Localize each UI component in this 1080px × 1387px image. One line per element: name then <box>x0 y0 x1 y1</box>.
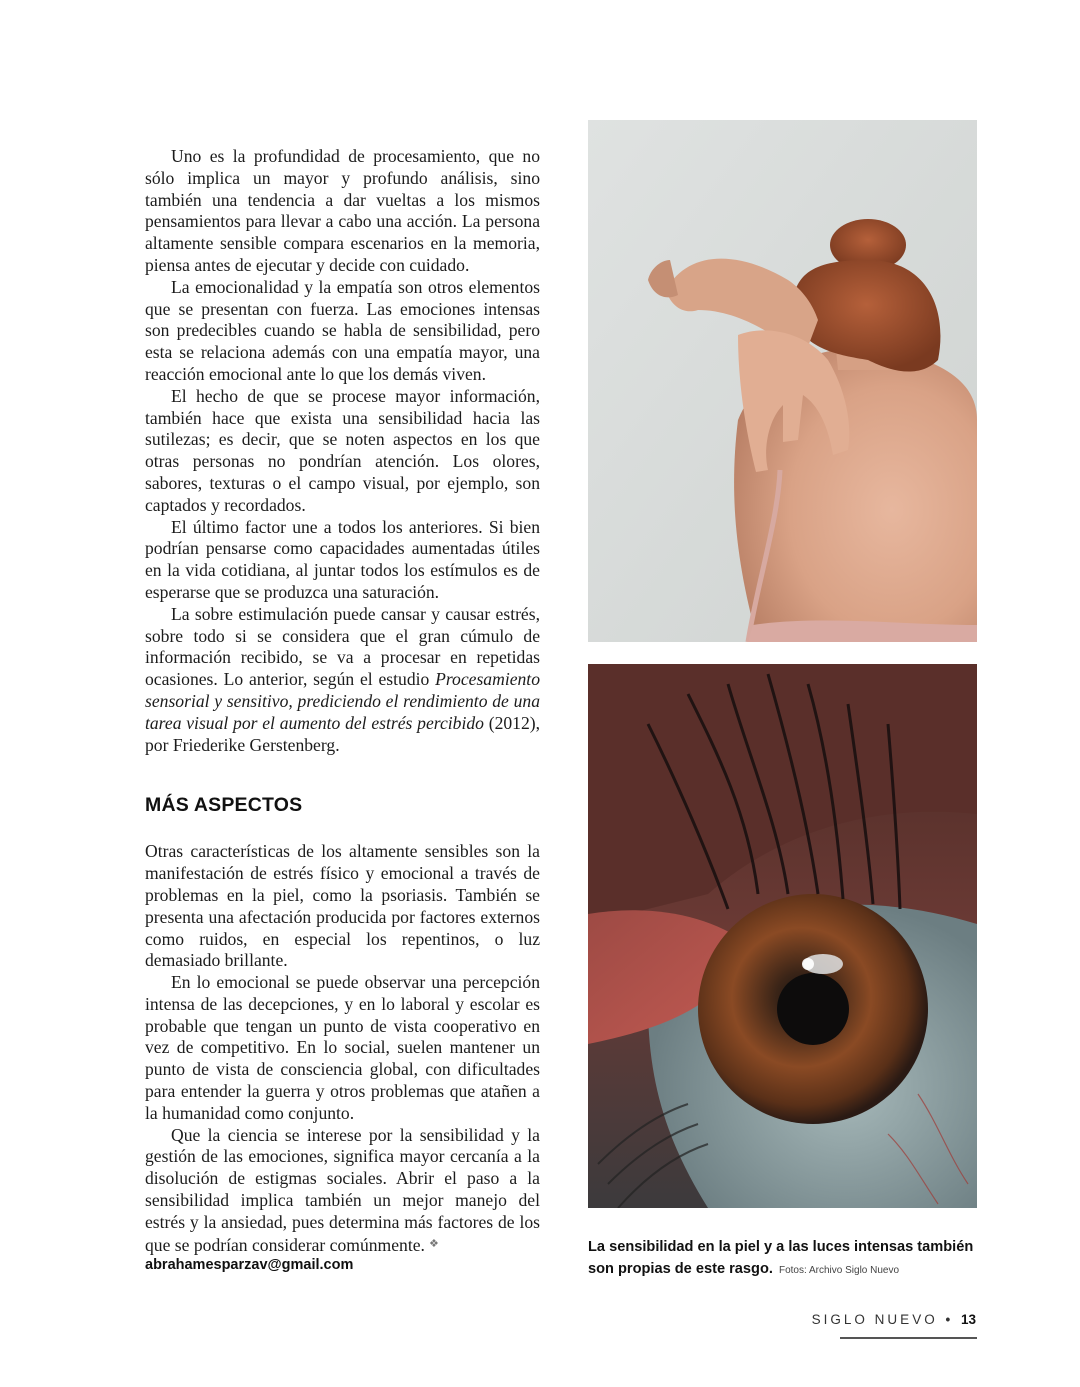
article-paragraph: La emocionalidad y la empatía son otros elementos que se presentan con fuerza. Las emociones intensas son predecibles cuando se habla de sensibilidad, pero esta se relaciona además con una empatía mayor, una reacción emocional ante lo que los demás viven. <box>145 276 540 384</box>
article-paragraph <box>145 1125 540 1257</box>
article-paragraph: En lo emocional se puede observar una percepción intensa de las decepciones, y en lo laboral y escolar es probable que tengan un punto de vista cooperativo en vez de competitivo. En lo social, suelen mantener un punto de vista de consciencia global, con dificultades para entender la guerra y otros problemas que atañen a la humanidad como conjunto. <box>145 972 540 1123</box>
page-number: 13 <box>960 1312 976 1327</box>
paragraph-text: La sobre estimulación puede cansar y causar estrés, sobre todo si se considera que el gran cúmulo de información recibido, se va a procesar en repetidas ocasiones. Lo anterior, según el estudio <box>145 603 540 690</box>
article-paragraph: Otras características de los altamente sensibles son la manifestación de estrés físico y emocional a través de problemas en la piel, como la psoriasis. También se presenta una afectación producida por factores externos como ruidos, en especial los repentinos, o luz demasiado brillante. <box>145 841 540 971</box>
section-heading: MÁS ASPECTOS <box>145 794 303 817</box>
paragraph-text: Que la ciencia se interese por la sensibilidad y la gestión de las emociones, significa mayor cercanía a la disolución de estigmas sociales. Abrir el paso a la sensibilidad implica también un mejor manejo del estrés y la ansiedad, pues determina más factores de los que se podrían considerar comúnmente. <box>145 1124 540 1255</box>
study-title: Procesamiento sensorial y sensitivo, prediciendo el rendimiento de una tarea visual por el aumento del estrés percibido <box>145 669 540 733</box>
article-paragraph: El último factor une a todos los anteriores. Si bien podrían pensarse como capacidades aumentadas útiles en la vida cotidiana, al juntar todos los estímulos es de esperarse que se produzca una saturación. <box>145 516 540 602</box>
footer-rule <box>840 1337 977 1339</box>
page-footer <box>812 1312 976 1327</box>
publication-name: SIGLO NUEVO <box>811 1312 938 1327</box>
end-mark-icon: ❖ <box>428 1237 439 1250</box>
article-paragraph <box>145 604 540 757</box>
article-paragraph: Uno es la profundidad de procesamiento, que no sólo implica un mayor y profundo análisis, sino también una tendencia a dar vueltas a los mismos pensamientos para llevar a cabo una acción. La persona altamente sensible compara escenarios en la memoria, piensa antes de ejecutar y decide con cuidado. <box>145 146 540 275</box>
paragraph-text: (2012), por Friederike Gerstenberg. <box>145 712 541 755</box>
photo-credit: Fotos: Archivo Siglo Nuevo <box>778 1265 900 1276</box>
article-paragraph: El hecho de que se procese mayor información, también hace que exista una sensibilidad hacia las sutilezas; es decir, que se noten aspectos en los que otras personas no pondrían atención. Los olores, sabores, texturas o el campo visual, por ejemplo, son captados y recordados. <box>145 385 540 515</box>
eye-closeup-photo <box>588 664 977 1208</box>
woman-back-photo <box>588 120 977 642</box>
article-body <box>145 146 540 1273</box>
footer-separator: • <box>945 1312 951 1327</box>
photo-caption <box>588 1236 988 1282</box>
author-email[interactable]: abrahamesparzav@gmail.com <box>145 1257 354 1274</box>
caption-text: La sensibilidad en la piel y a las luces intensas también son propias de este rasgo. <box>588 1239 974 1277</box>
